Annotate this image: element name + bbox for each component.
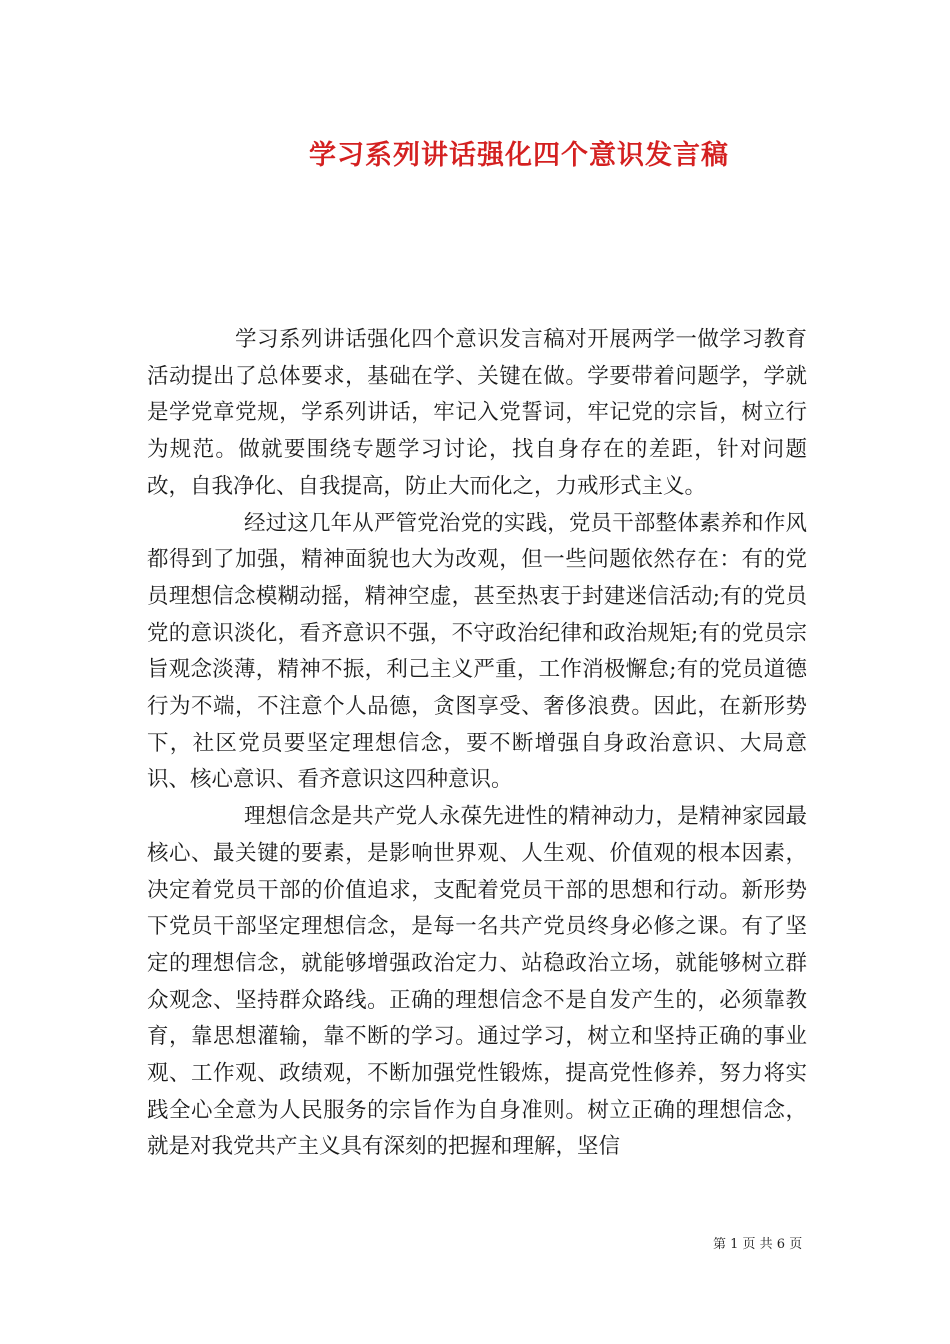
paragraph-1: 学习系列讲话强化四个意识发言稿对开展两学一做学习教育活动提出了总体要求，基础在学、关键在做。学要带着问题学，学就是学党章党规，学系列讲话，牢记入党誓词，牢记党的宗旨，树立行为规范。做就要围绕专题学习讨论，找自身存在的差距，针对问题改，自我净化、自我提高，防止大而化之，力戒形式主义。: [147, 327, 807, 499]
page-number-footer: 第 1 页 共 6 页: [713, 1237, 803, 1252]
paragraph-2: 经过这几年从严管党治党的实践，党员干部整体素养和作风都得到了加强，精神面貌也大为改观，但一些问题依然存在：有的党员理想信念模糊动摇，精神空虚，甚至热衷于封建迷信活动;有的党员党的意识淡化，看齐意识不强，不守政治纪律和政治规矩;有的党员宗旨观念淡薄，精神不振，利己主义严重，工作消极懈怠;有的党员道德行为不端，不注意个人品德，贪图享受、奢侈浪费。因此，在新形势下，社区党员要坚定理想信念，要不断增强自身政治意识、大局意识、核心意识、看齐意识这四种意识。: [147, 510, 807, 793]
paragraph-3: 理想信念是共产党人永葆先进性的精神动力，是精神家园最核心、最关键的要素，是影响世界观、人生观、价值观的根本因素，决定着党员干部的价值追求，支配着党员干部的思想和行动。新形势下党员干部坚定理想信念，是每一名共产党员终身必修之课。有了坚定的理想信念，就能够增强政治定力、站稳政治立场，就能够树立群众观念、坚持群众路线。正确的理想信念不是自发产生的，必须靠教育，靠思想灌输，靠不断的学习。通过学习，树立和坚持正确的事业观、工作观、政绩观，不断加强党性锻炼，提高党性修养，努力将实践全心全意为人民服务的宗旨作为自身准则。树立正确的理想信念，就是对我党共产主义具有深刻的把握和理解，坚信: [147, 804, 807, 1160]
page-title: 学习系列讲话强化四个意识发言稿: [309, 140, 729, 171]
document-body: [147, 322, 807, 1166]
